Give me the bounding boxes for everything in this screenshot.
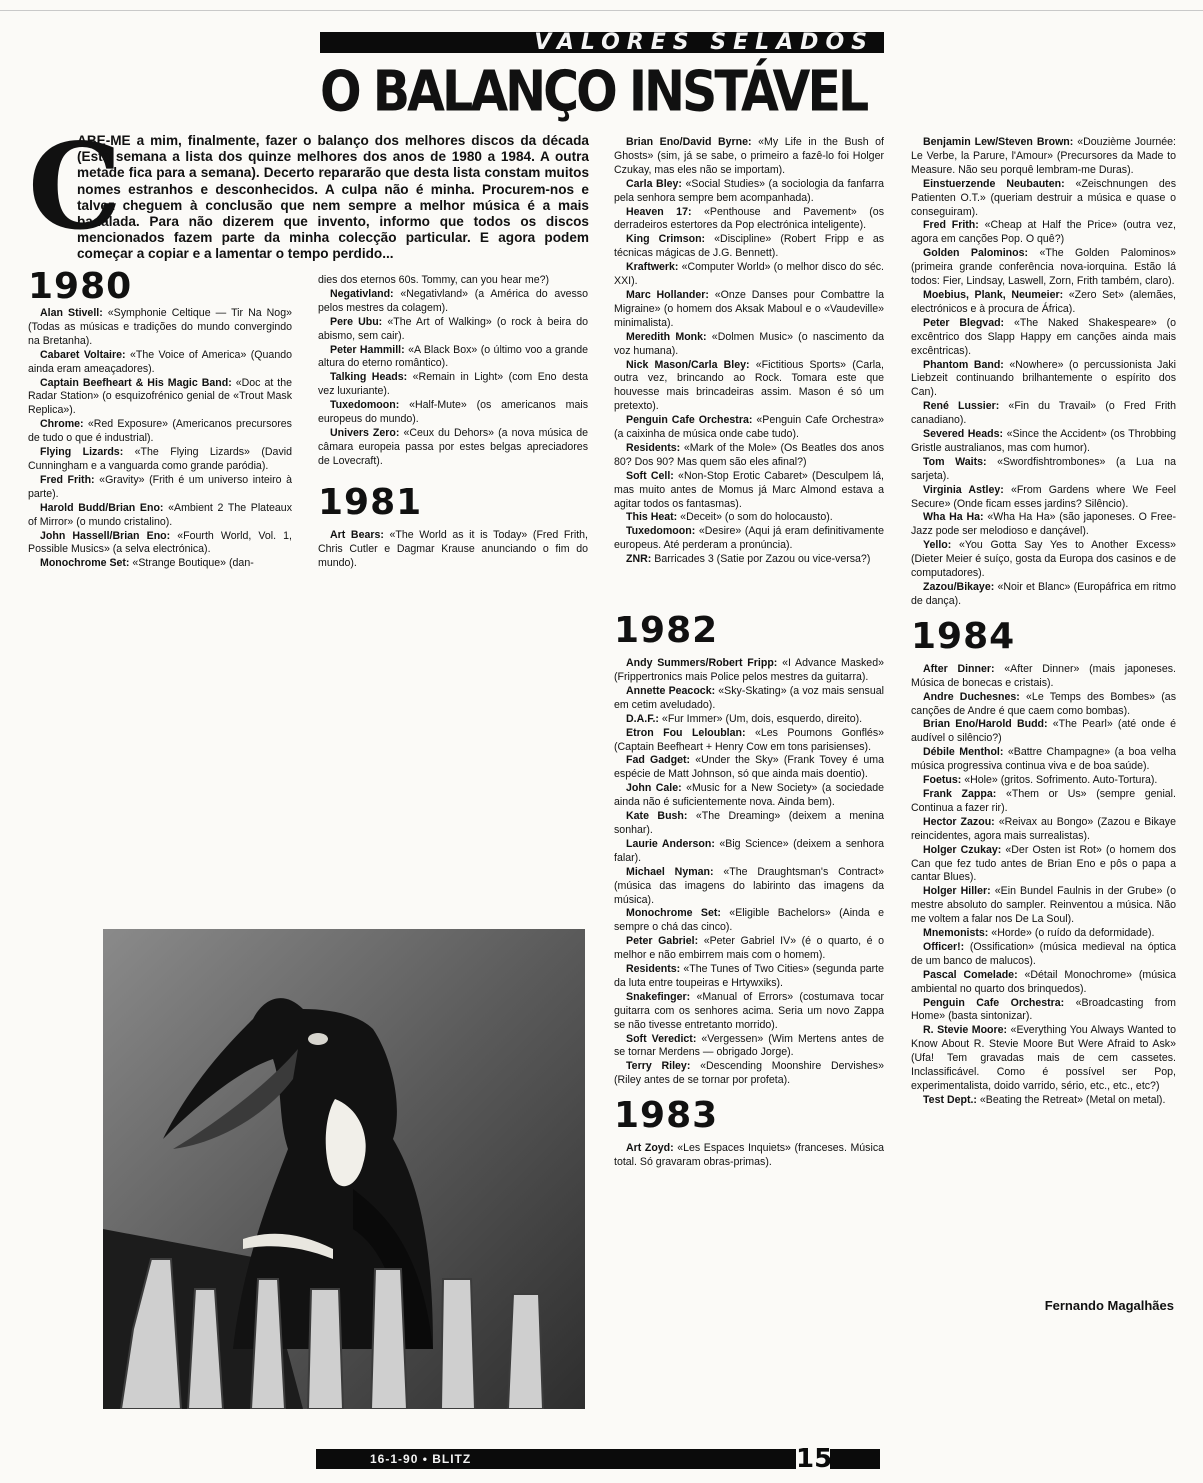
album-description: «Non-Stop Erotic Cabaret» (Desculpem lá, mas muito antes de Momus já Marc Almond estava a agitar todos os fantasmas). xyxy=(614,469,884,510)
artist-name: Art Bears: xyxy=(330,528,384,541)
album-entry xyxy=(911,927,1176,941)
album-description: «Strange Boutique» (dan- xyxy=(132,557,254,570)
top-rule xyxy=(0,10,1203,11)
album-entry xyxy=(911,788,1176,816)
album-entry xyxy=(318,274,588,288)
album-description: (Ossification» (música medieval na óptica de um banco de malucos). xyxy=(911,940,1176,967)
artist-name: Peter Gabriel: xyxy=(626,935,699,948)
album-description: «Them or Us» (sempre genial. Continua a fazer rir). xyxy=(911,787,1176,814)
album-description: «The Draughtsman's Contract» (música das imagens do labirinto das imagens da música). xyxy=(614,865,885,906)
album-entry xyxy=(614,470,884,512)
album-description: «Fur Immer» (Um, dois, esquerdo, direito). xyxy=(661,712,863,725)
artist-name: Benjamin Lew/Steven Brown: xyxy=(923,136,1074,148)
album-description: «Zeischnungen des Patienten O.T.» (queriam destruir a música e quase o conseguiram). xyxy=(911,177,1176,218)
album-description: «Vergessen» (Wim Mertens antes de se tornar Merdens — obrigado Jorge). xyxy=(614,1032,884,1059)
album-entry xyxy=(614,754,884,782)
album-description: «Dolmen Music» (o nascimento da voz humana). xyxy=(614,330,885,357)
artist-name: Wha Ha Ha: xyxy=(923,511,984,524)
album-description: «Half-Mute» (os americanos mais europeus do mundo). xyxy=(318,399,589,426)
year-heading: 1980 xyxy=(28,266,133,307)
album-entry xyxy=(614,963,884,991)
artist-name: King Crimson: xyxy=(626,233,706,246)
album-entry xyxy=(614,838,884,866)
artist-name: Chrome: xyxy=(40,418,84,431)
album-description: «Swordfishtrombones» (a Lua na sarjeta). xyxy=(911,455,1176,482)
album-entry xyxy=(614,136,884,178)
artist-name: Kate Bush: xyxy=(626,810,688,823)
album-entry xyxy=(614,713,884,727)
artist-name: Talking Heads: xyxy=(330,371,408,384)
album-entry xyxy=(911,289,1176,317)
album-description: «You Gotta Say Yes to Another Excess» (Dieter Meier é suíço, gosta da Europa dos casinos e de computadores). xyxy=(911,539,1176,580)
album-description: «My Life in the Bush of Ghosts» (sim, já se sabe, o primeiro a fazê-lo foi Holger Czukay, mas eles não se importam). xyxy=(614,136,884,176)
album-description: «The Pearl» (até onde é audível o silêncio?) xyxy=(911,718,1177,745)
album-entry xyxy=(614,1060,884,1088)
artist-name: Laurie Anderson: xyxy=(626,837,715,850)
album-description: «Beating the Retreat» (Metal on metal). xyxy=(979,1093,1166,1106)
album-description: «The Flying Lizards» (David Cunningham e a vanguarda como grande paródia). xyxy=(28,446,292,472)
album-entry xyxy=(614,685,884,713)
album-description: «Battre Champagne» (a boa velha música progressiva continua viva e de boa saúde). xyxy=(911,746,1176,773)
album-description: «Fictitious Sports» (Carla, outra vez, brincando ao Rock. Tomara este que houvesse mais brincadeiras assim. Mason é só um pretexto). xyxy=(614,358,884,413)
album-entry xyxy=(614,442,884,470)
artist-name: Meredith Monk: xyxy=(626,330,707,343)
artist-name: Mnemonists: xyxy=(923,927,989,940)
album-entry xyxy=(614,991,884,1033)
album-entry xyxy=(614,727,884,755)
artist-name: Alan Stivell: xyxy=(40,307,103,319)
album-description: «Descending Moonshire Dervishes» (Riley antes de se tornar por profeta). xyxy=(614,1060,884,1087)
album-entry xyxy=(614,1142,884,1170)
artist-name: Pere Ubu: xyxy=(330,315,383,328)
artist-name: John Hassell/Brian Eno: xyxy=(40,529,171,542)
album-description: «Computer World» (o melhor disco do séc. XXI). xyxy=(614,261,884,288)
artist-name: Marc Hollander: xyxy=(626,288,709,301)
album-entry xyxy=(614,178,884,206)
album-entry xyxy=(614,810,884,838)
artist-name: Monochrome Set: xyxy=(626,907,721,920)
album-description: «Fin du Travail» (o Fred Frith canadiano). xyxy=(911,400,1177,427)
year-heading: 1983 xyxy=(614,1095,719,1137)
artist-name: Phantom Band: xyxy=(923,358,1004,371)
album-description: «Peter Gabriel IV» (é o quarto, é o melhor e não embirrem mais com o homem). xyxy=(614,935,884,962)
album-entry xyxy=(28,307,292,349)
album-entry xyxy=(911,774,1176,788)
artist-name: Pascal Comelade: xyxy=(923,968,1018,981)
album-entry xyxy=(318,288,588,316)
album-description: «Deceit» (o som do holocausto). xyxy=(680,511,833,524)
album-entry xyxy=(911,317,1176,359)
album-entry xyxy=(614,907,884,935)
album-description: «Negativland» (a América do avesso pelos mestres da colagem). xyxy=(318,287,588,314)
artist-name: Snakefinger: xyxy=(626,990,691,1003)
artist-name: Negativland: xyxy=(330,287,394,300)
artist-name: Hector Zazou: xyxy=(923,815,995,828)
album-description: «Discipline» (Robert Fripp e as técnicas mágicas de J.G. Bennett). xyxy=(614,233,885,260)
dropcap: C xyxy=(28,117,122,256)
artist-name: Golden Palominos: xyxy=(923,247,1029,260)
album-entry xyxy=(614,782,884,810)
album-description: «Music for a New Society» (a sociedade ainda não é suficientemente nova. Ainda bem). xyxy=(614,782,884,809)
album-description: «The Dreaming» (deixem a menina sonhar). xyxy=(614,810,884,836)
artist-name: Fad Gadget: xyxy=(626,754,691,767)
album-description: «Hole» (gritos. Sofrimento. Auto-Tortura). xyxy=(964,774,1158,787)
artist-name: Tuxedomoon: xyxy=(626,525,696,538)
artist-name: Tom Waits: xyxy=(923,455,987,468)
album-entry xyxy=(911,539,1176,581)
artist-name: Michael Nyman: xyxy=(626,865,714,878)
year-heading: 1981 xyxy=(318,481,423,523)
album-description: «The Art of Walking» (o rock à beira do abismo, sem cair). xyxy=(318,315,588,342)
album-entry xyxy=(614,553,884,567)
album-description: «After Dinner» (mais japoneses. Música de bonecas e cristais). xyxy=(911,662,1176,689)
album-entry xyxy=(911,718,1176,746)
album-entry xyxy=(911,247,1176,289)
article-photo xyxy=(103,929,585,1409)
album-entry xyxy=(28,446,292,474)
album-description: «Doc at the Radar Station» (o esquizofrénico genial de «Trout Mask Replica»). xyxy=(28,376,292,417)
album-entry xyxy=(911,359,1176,401)
artist-name: Cabaret Voltaire: xyxy=(40,348,126,361)
column-2 xyxy=(318,274,588,570)
album-entry xyxy=(614,1033,884,1061)
album-description: «The Golden Palominos» (primeira grande conferência nova-iorquina. Estão lá todos: Fier, Lindsay, Laswell, Zorn, Frith também, claro). xyxy=(911,247,1176,288)
artist-name: Art Zoyd: xyxy=(626,1142,674,1155)
artist-name: Holger Czukay: xyxy=(923,843,1002,856)
album-entry xyxy=(911,885,1176,927)
album-entry xyxy=(911,581,1176,609)
artist-name: René Lussier: xyxy=(923,400,1000,413)
artist-name: Carla Bley: xyxy=(626,177,682,190)
artist-name: Captain Beefheart & His Magic Band: xyxy=(40,376,232,389)
column-spacer xyxy=(614,567,884,603)
album-entry xyxy=(614,233,884,261)
album-entry xyxy=(318,344,588,372)
album-description: «I Advance Masked» (Frippertronics mais Police pelos mestres da guitarra). xyxy=(614,657,884,683)
album-description: «Ein Bundel Faulnis in der Grube» (o mestre absoluto do sampler. Reinventou a música. Não me voltem a falar nos De La Soul). xyxy=(911,885,1176,926)
page-number: 15 xyxy=(796,1444,833,1474)
album-description: «Big Science» (deixem a senhora falar). xyxy=(614,837,884,864)
byline: Fernando Magalhães xyxy=(1044,1298,1174,1313)
masked-figure-illustration xyxy=(103,929,585,1409)
album-entry xyxy=(28,557,292,571)
intro-paragraph: ABE-ME a mim, finalmente, fazer o balanço dos melhores discos da década (Esta semana a lista dos quinze melhores dos anos de 1980 a 1984. A outra metade fica para a semana). Decerto repararão que desta lista constam muitos nomes estranhos e desconhecidos. A culpa não é minha. Procurem-nos e talvez cheguem à conclusão que nem sempre a melhor música é a mais badalada. Para não dizerem que invento, informo que todos os discos mencionados fazem parte da minha colecção particular. E agora podem começar a copiar e a lamentar o tempo perdido... xyxy=(77,133,589,262)
headline: O BALANÇO INSTÁVEL xyxy=(320,58,867,125)
album-description: «Fourth World, Vol. 1, Possible Musics» (a selva electrónica). xyxy=(28,529,293,556)
album-description: «Détail Monochrome» (música ambiental no quarto dos brinquedos). xyxy=(911,968,1176,995)
album-description: «Broadcasting from Home» (basta sintonizar). xyxy=(911,996,1176,1023)
album-entry xyxy=(614,359,884,415)
artist-name: Peter Blegvad: xyxy=(923,316,1005,329)
album-entry xyxy=(911,511,1176,539)
album-description: «From Gardens where We Feel Secure» (Onde ficam esses jardins? Silêncio). xyxy=(911,483,1176,510)
album-entry xyxy=(911,816,1176,844)
album-entry xyxy=(614,206,884,234)
artist-name: Fred Frith: xyxy=(40,473,95,486)
album-description: «Cheap at Half the Price» (outra vez, agora em canções Pop. O quê?) xyxy=(911,219,1176,246)
artist-name: Soft Veredict: xyxy=(626,1032,697,1045)
footer-date: 16-1-90 • BLITZ xyxy=(370,1452,472,1466)
artist-name: Brian Eno/Harold Budd: xyxy=(923,718,1048,731)
album-entry xyxy=(28,474,292,502)
album-description: «A Black Box» (o último voo a grande altura do eterno romântico). xyxy=(318,343,588,370)
artist-name: Heaven 17: xyxy=(626,205,692,218)
artist-name: Residents: xyxy=(626,441,681,454)
album-description: dies dos eternos 60s. Tommy, can you hear me?) xyxy=(318,274,550,286)
album-description: «Der Osten ist Rot» (o homem dos Can que fez tudo antes de Brian Eno e pôs o papa a cantar Blues). xyxy=(911,843,1176,884)
album-description: «Under the Sky» (Frank Tovey é uma espécie de Matt Johnson, só que ainda mais doentio). xyxy=(614,754,884,781)
artist-name: Frank Zappa: xyxy=(923,787,997,800)
album-entry xyxy=(614,525,884,553)
column-4 xyxy=(911,136,1176,1108)
album-description: «Everything You Always Wanted to Know About R. Stevie Moore But Were Afraid to Ask» (Ufa! Tem gravadas mais de cem cassetes. Inclassificável. Como é possível ser Pop, experimentalista, doido varrido, sério, etc., etc., etc?) xyxy=(911,1024,1176,1092)
album-description: «Douzième Journée: Le Verbe, la Parure, l'Amour» (Precursores da Made to Measure. Não seu porquê lembram-me Duras). xyxy=(911,136,1176,176)
album-description: «Onze Danses pour Combattre la Migraine» (o homem dos Aksak Maboul e o «Vaudeville» minimalista). xyxy=(614,288,884,329)
album-entry xyxy=(614,866,884,908)
artist-name: Zazou/Bikaye: xyxy=(923,581,995,593)
artist-name: Test Dept.: xyxy=(923,1093,977,1106)
artist-name: Andy Summers/Robert Fripp: xyxy=(626,657,778,670)
artist-name: Annette Peacock: xyxy=(626,684,716,697)
album-description: «Gravity» (Frith é um universo inteiro à parte). xyxy=(28,473,293,500)
album-entry xyxy=(318,316,588,344)
album-description: «Remain in Light» (com Eno desta vez luxuriante). xyxy=(318,371,588,398)
artist-name: D.A.F.: xyxy=(626,712,659,725)
album-entry xyxy=(28,377,292,419)
year-heading: 1982 xyxy=(614,610,719,652)
artist-name: Penguin Cafe Orchestra: xyxy=(923,996,1065,1009)
album-entry xyxy=(911,663,1176,691)
album-entry xyxy=(911,219,1176,247)
album-entry xyxy=(318,427,588,469)
artist-name: Officer!: xyxy=(923,940,965,953)
album-description: «Mark of the Mole» (Os Beatles dos anos 80? Dos 90? Mas quem são eles afinal?) xyxy=(614,441,885,468)
album-entry xyxy=(614,261,884,289)
album-description: «Zero Set» (alemães, electrónicos e à procura de África). xyxy=(911,288,1176,315)
artist-name: Residents: xyxy=(626,963,681,976)
album-entry xyxy=(911,1024,1176,1094)
artist-name: Severed Heads: xyxy=(923,428,1004,441)
artist-name: John Cale: xyxy=(626,782,682,795)
album-entry xyxy=(911,746,1176,774)
album-entry xyxy=(318,529,588,571)
artist-name: Andre Duchesnes: xyxy=(923,690,1020,703)
artist-name: Virginia Astley: xyxy=(923,483,1004,496)
artist-name: Etron Fou Leloublan: xyxy=(626,726,746,739)
artist-name: Nick Mason/Carla Bley: xyxy=(626,358,750,371)
artist-name: Penguin Cafe Orchestra: xyxy=(626,414,753,427)
album-description: «Social Studies» (a sociologia da fanfarra pela senhora sempre bem acompanhada). xyxy=(614,177,884,204)
album-entry xyxy=(911,484,1176,512)
artist-name: Moebius, Plank, Neumeier: xyxy=(923,288,1064,301)
album-description: «Sky-Skating» (a voz mais sensual em cetim aveludado). xyxy=(614,684,884,711)
album-entry xyxy=(614,289,884,331)
album-entry xyxy=(614,414,884,442)
album-description: «Penguin Cafe Orchestra» (a caixinha de música onde cabe tudo). xyxy=(614,414,884,441)
album-description: «Nowhere» (o percussionista Jaki Liebzeit continuando brilhantemente o espírito dos Can). xyxy=(911,358,1176,399)
column-1 xyxy=(28,267,292,571)
artist-name: Brian Eno/David Byrne: xyxy=(626,136,752,148)
artist-name: Terry Riley: xyxy=(626,1060,691,1073)
album-description: «The Voice of America» (Quando ainda eram ameaçadores). xyxy=(28,348,292,375)
artist-name: Flying Lizards: xyxy=(40,446,124,459)
album-description: «Penthouse and Pavement» (os derradeiros estertores da Pop electrónica inteligente). xyxy=(614,205,884,232)
album-entry xyxy=(28,349,292,377)
album-entry xyxy=(911,178,1176,220)
artist-name: Soft Cell: xyxy=(626,469,674,482)
artist-name: Yello: xyxy=(923,539,952,552)
album-description: «Manual of Errors» (costumava tocar guitarra com os senhores acima. Seria um novo Zappa se não tivesse entretanto morrido). xyxy=(614,990,884,1031)
album-description: «The World as it is Today» (Fred Frith, Chris Cutler e Dagmar Krause anunciando o fim do mundo). xyxy=(318,528,588,569)
album-entry xyxy=(614,657,884,685)
artist-name: Débile Menthol: xyxy=(923,746,1004,759)
album-description: «Reivax au Bongo» (Zazou e Bikaye reincidentes, agora mais surrealistas). xyxy=(911,815,1176,842)
artist-name: Univers Zero: xyxy=(330,426,400,439)
album-description: «Ambient 2 The Plateaux of Mirror» (o mundo cristalino). xyxy=(28,501,292,528)
album-entry xyxy=(911,1094,1176,1108)
album-entry xyxy=(28,418,292,446)
album-description: «Since the Accident» (os Throbbing Gristle australianos, mas com humor). xyxy=(911,428,1176,454)
section-label: VALORES SELADOS xyxy=(320,32,884,53)
artist-name: After Dinner: xyxy=(923,662,995,675)
album-entry xyxy=(911,941,1176,969)
artist-name: Kraftwerk: xyxy=(626,261,679,274)
artist-name: R. Stevie Moore: xyxy=(923,1024,1008,1037)
album-description: «Le Temps des Bombes» (as canções de Andre é que caem como bombas). xyxy=(911,690,1176,717)
artist-name: Fred Frith: xyxy=(923,219,979,232)
album-description: «Les Poumons Gonflés» (Captain Beefheart + Henry Cow em tons parisienses). xyxy=(614,726,885,753)
album-entry xyxy=(911,400,1176,428)
album-description: «Red Exposure» (Americanos precursores de tudo o que é industrial). xyxy=(28,418,292,445)
album-entry xyxy=(614,935,884,963)
artist-name: ZNR: xyxy=(626,553,652,566)
album-description: «Ceux du Dehors» (a nova música de câmara europeia passa por estes belgas apreciadores de Lovecraft). xyxy=(318,426,588,467)
album-description: «Wha Ha Ha» (são japoneses. O Free-Jazz pode ser melodioso e dançável). xyxy=(911,511,1176,538)
album-description: «The Tunes of Two Cities» (segunda parte da luta entre toupeiras e Hrtywxiks). xyxy=(614,963,884,989)
artist-name: Holger Hiller: xyxy=(923,885,991,898)
artist-name: Monochrome Set: xyxy=(40,557,130,570)
album-entry xyxy=(911,997,1176,1025)
album-description: «Eligible Bachelors» (Ainda e sempre o chá das cinco). xyxy=(614,907,884,934)
artist-name: Einstuerzende Neubauten: xyxy=(923,177,1065,190)
album-entry xyxy=(911,456,1176,484)
album-entry xyxy=(28,502,292,530)
album-description: «Les Espaces Inquiets» (franceses. Música total. Só gravaram obras-primas). xyxy=(614,1142,885,1169)
album-description: Barricades 3 (Satie por Zazou ou vice-versa?) xyxy=(654,553,871,566)
year-heading: 1984 xyxy=(911,615,1016,657)
album-entry xyxy=(911,428,1176,456)
artist-name: Foetus: xyxy=(923,774,962,787)
album-description: «Symphonie Celtique — Tir Na Nog» (Todas as músicas e tradições do mundo convergindo na Bretanha). xyxy=(28,307,292,347)
album-entry xyxy=(28,530,292,558)
album-description: «The Naked Shakespeare» (o excêntrico dos Slapp Happy em canções ainda mais excêntricas). xyxy=(911,316,1177,357)
album-description: «Horde» (o ruído da deformidade). xyxy=(991,927,1155,940)
album-entry xyxy=(911,844,1176,886)
album-description: «Noir et Blanc» (Europáfrica em ritmo de dança). xyxy=(911,581,1176,607)
album-description: «Desire» (Aqui já eram definitivamente europeus. Até perderam a pronúncia). xyxy=(614,525,884,552)
artist-name: Tuxedomoon: xyxy=(330,399,400,412)
artist-name: Harold Budd/Brian Eno: xyxy=(40,501,164,514)
album-entry xyxy=(911,136,1176,178)
album-entry xyxy=(911,691,1176,719)
artist-name: This Heat: xyxy=(626,511,678,524)
album-entry xyxy=(614,511,884,525)
album-entry xyxy=(318,371,588,399)
column-3 xyxy=(614,136,884,1170)
album-entry xyxy=(614,331,884,359)
artist-name: Peter Hammill: xyxy=(330,343,405,356)
album-entry xyxy=(318,399,588,427)
album-entry xyxy=(911,969,1176,997)
